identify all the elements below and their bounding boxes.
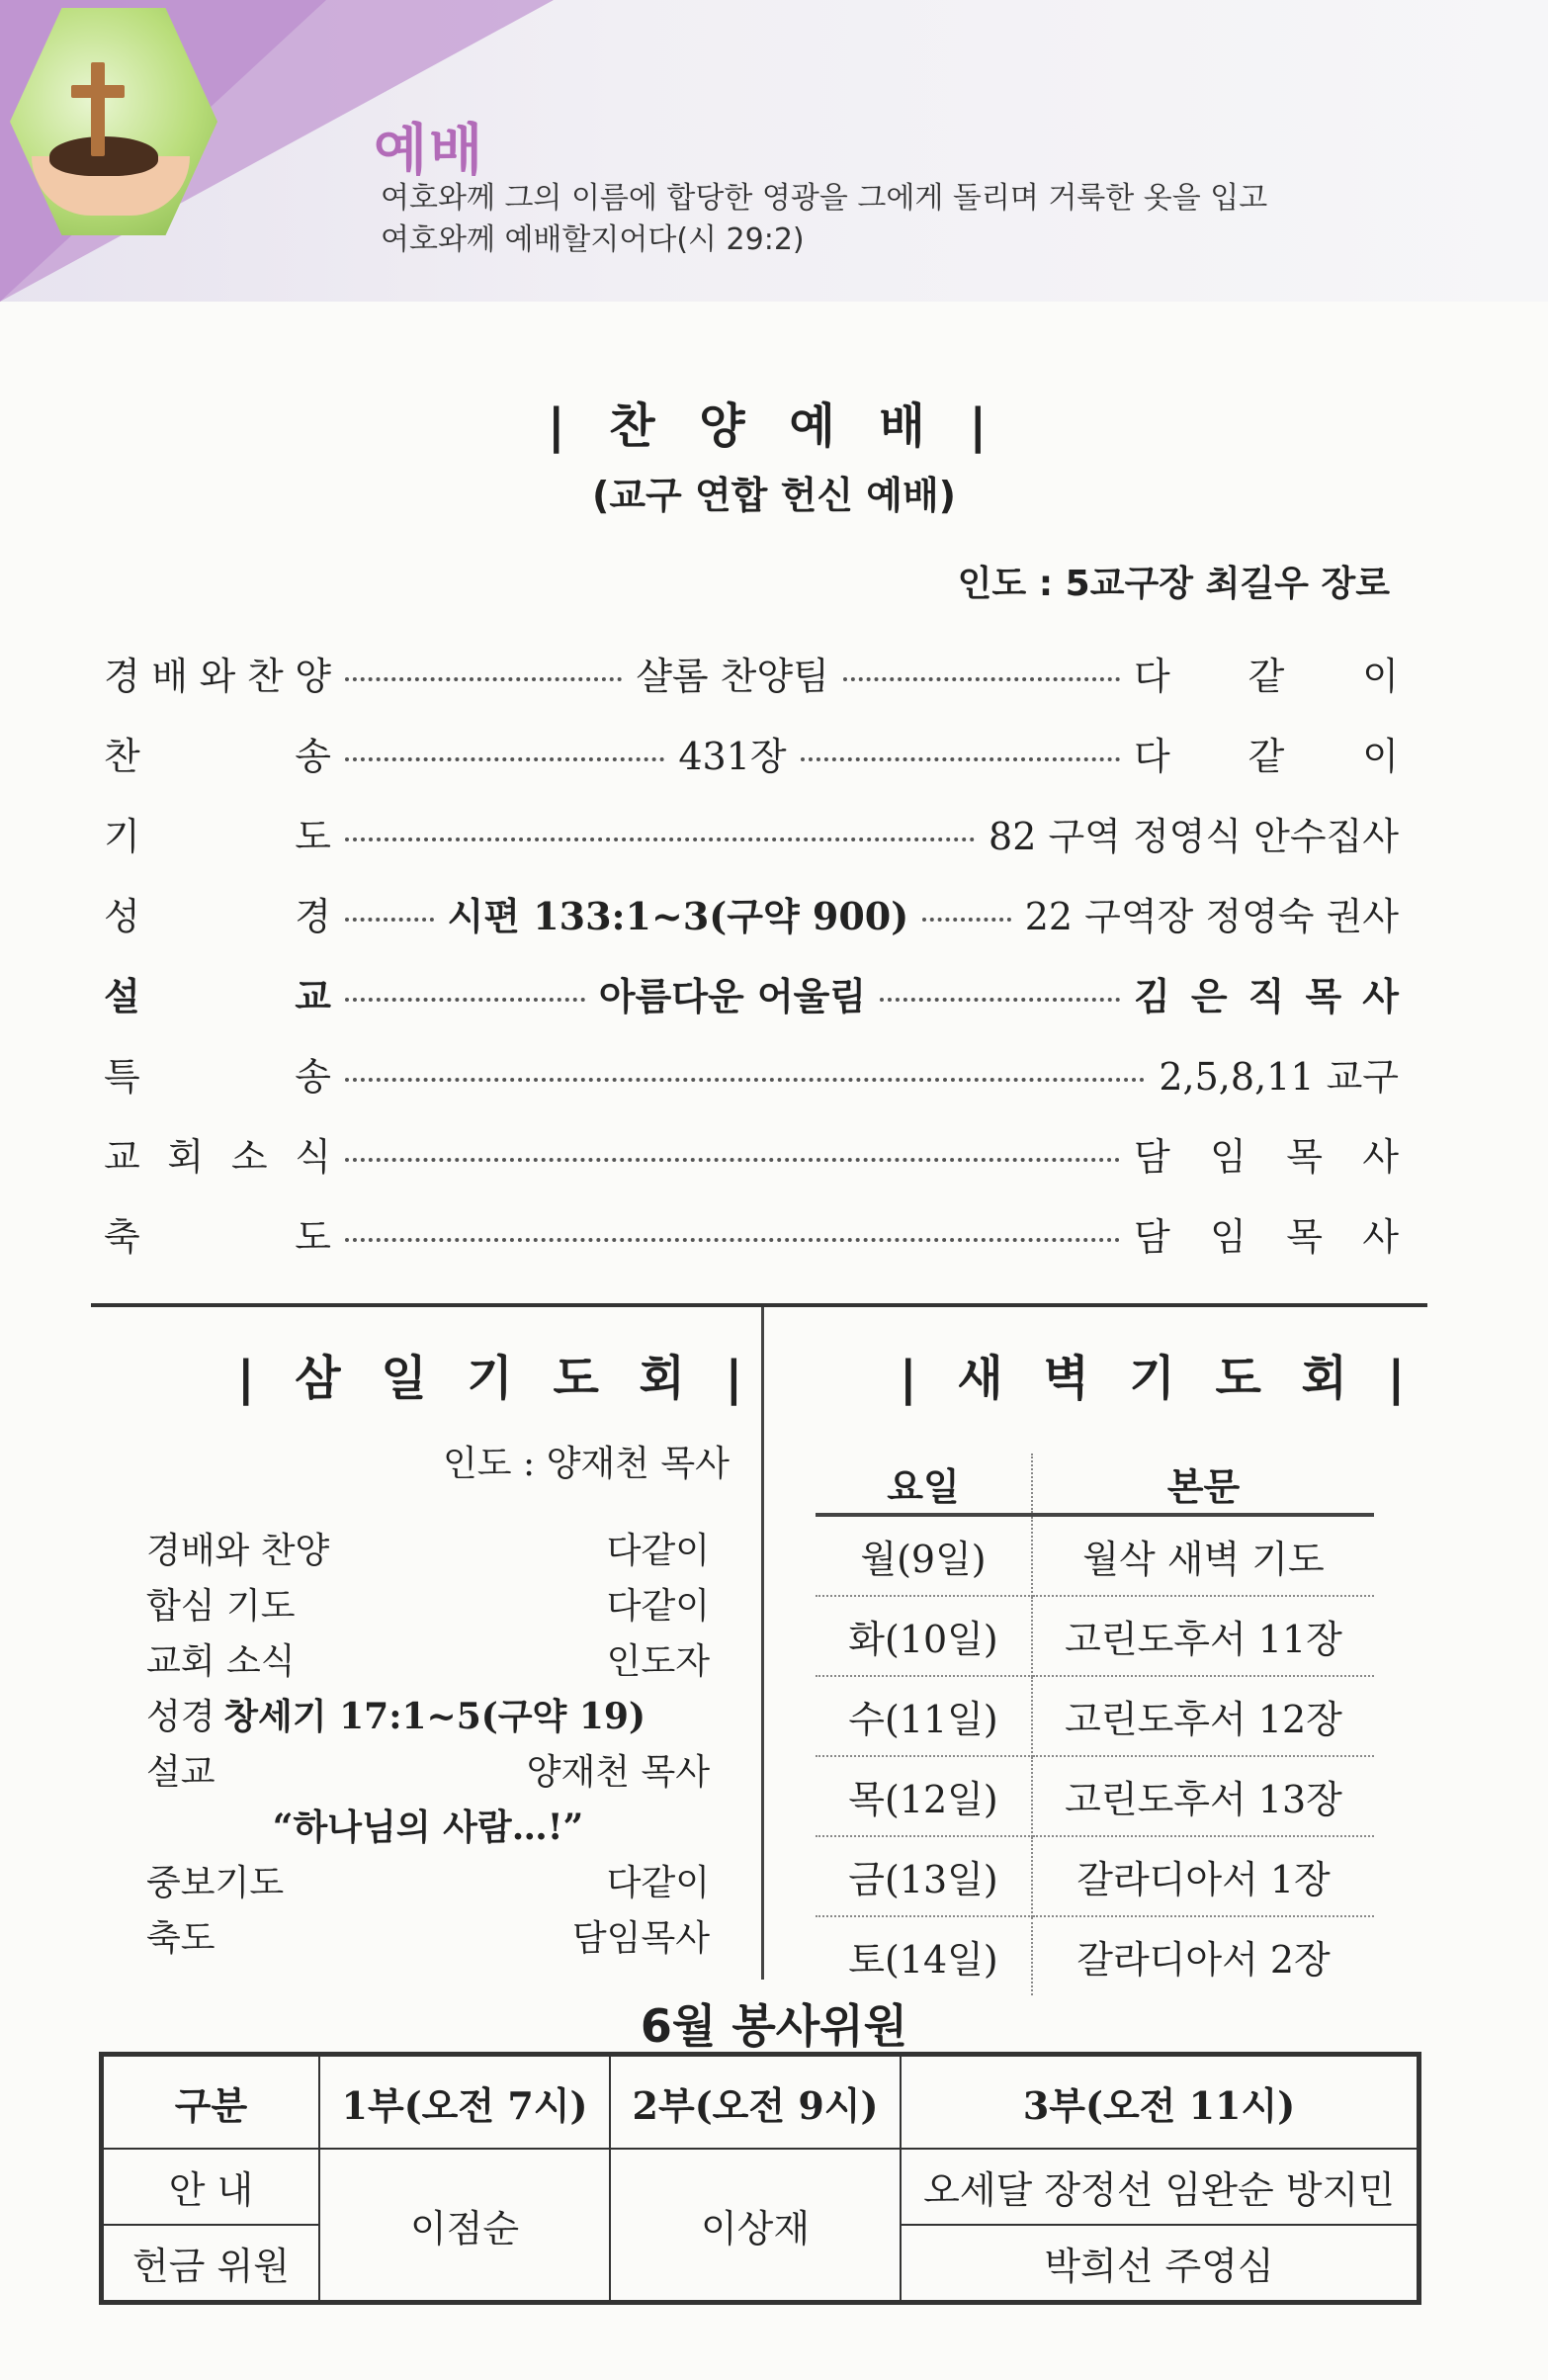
volunteers-table — [99, 2052, 1421, 2305]
order-row — [104, 953, 1399, 1033]
order-middle: 431장 — [678, 735, 787, 778]
section-divider — [91, 1303, 1427, 1307]
volunteers-title: 6월 봉사위원 — [640, 1999, 908, 2053]
order-label: 특 송 — [104, 1055, 331, 1099]
order-row — [104, 1033, 1399, 1113]
order-right: 김 은 직 목 사 — [1134, 974, 1399, 1018]
order-right: 다 같 이 — [1134, 735, 1399, 778]
list-item: 합심 기도 다같이 — [146, 1585, 710, 1627]
header-banner — [0, 0, 1548, 302]
service-title: | 찬 양 예 배 | — [547, 398, 1001, 454]
table-row: 헌금 위원 박희선 주영심 — [102, 2225, 1419, 2303]
table-row: 안 내 이점순 이상재 오세달 장정선 임완순 방지민 — [102, 2149, 1419, 2225]
list-item: 축도 담임목사 — [146, 1917, 710, 1959]
order-row — [104, 1113, 1399, 1193]
list-item: 성경 창세기 17:1~5(구약 19) — [146, 1695, 645, 1737]
column-divider — [761, 1307, 764, 1980]
order-middle: 시편 133:1~3(구약 900) — [447, 894, 909, 938]
order-row — [104, 633, 1399, 713]
list-item: 교회 소식 인도자 — [146, 1640, 710, 1682]
list-item: 설교 양재천 목사 — [146, 1751, 710, 1793]
order-label: 설 교 — [104, 974, 331, 1018]
sermon-title: “하나님의 사람…!” — [272, 1806, 584, 1848]
table-row: 금(13일) 갈라디아서 1장 — [816, 1836, 1374, 1916]
table-row: 수(11일) 고린도후서 12장 — [816, 1676, 1374, 1756]
order-right: 22 구역장 정영숙 권사 — [1024, 895, 1400, 938]
order-label: 교 회 소 식 — [104, 1135, 331, 1179]
service-subtitle: (교구 연합 헌신 예배) — [591, 474, 957, 517]
cross-icon — [91, 62, 105, 156]
order-row — [104, 793, 1399, 873]
order-right: 82 구역 정영식 안수집사 — [989, 815, 1399, 858]
table-row: 화(10일) 고린도후서 11장 — [816, 1596, 1374, 1676]
table-row: 목(12일) 고린도후서 13장 — [816, 1756, 1374, 1836]
table-header: 구분 1부(오전 7시) 2부(오전 9시) 3부(오전 11시) — [102, 2055, 1419, 2150]
list-item: 중보기도 다같이 — [146, 1862, 710, 1903]
order-of-service — [104, 633, 1399, 1274]
order-label: 축 도 — [104, 1215, 331, 1259]
dawn-schedule-table — [816, 1454, 1374, 1995]
order-label: 찬 송 — [104, 735, 331, 778]
service-leader: 인도 : 5교구장 최길우 장로 — [957, 564, 1390, 604]
order-middle: 샬롬 찬양팀 — [636, 655, 829, 698]
list-item — [146, 1797, 710, 1852]
order-middle: 아름다운 어울림 — [598, 974, 867, 1018]
order-row — [104, 873, 1399, 953]
order-right: 담 임 목 사 — [1134, 1135, 1399, 1179]
table-row: 월(9일) 월삭 새벽 기도 — [816, 1515, 1374, 1596]
wednesday-leader: 인도 : 양재천 목사 — [443, 1444, 730, 1484]
list-item: 경배와 찬양 다같이 — [146, 1530, 710, 1571]
wednesday-order — [146, 1520, 710, 1963]
banner-title: 예배 — [374, 119, 485, 183]
order-label: 경 배 와 찬 양 — [104, 655, 331, 698]
dawn-title: | 새 벽 기 도 회 | — [900, 1351, 1418, 1406]
table-header: 요일 본문 — [816, 1454, 1374, 1515]
banner-verse: 여호와께 그의 이름에 합당한 영광을 그에게 돌리며 거룩한 옷을 입고 여호와께 예배할지어다(시 29:2) — [381, 181, 1268, 257]
order-right: 다 같 이 — [1134, 655, 1399, 698]
table-row: 토(14일) 갈라디아서 2장 — [816, 1916, 1374, 1995]
order-row — [104, 1193, 1399, 1274]
wednesday-title: | 삼 일 기 도 회 | — [237, 1351, 755, 1406]
order-label: 성 경 — [104, 895, 331, 938]
order-right: 담 임 목 사 — [1134, 1215, 1399, 1259]
order-row — [104, 713, 1399, 793]
order-label: 기 도 — [104, 815, 331, 858]
order-right: 2,5,8,11 교구 — [1159, 1055, 1399, 1099]
